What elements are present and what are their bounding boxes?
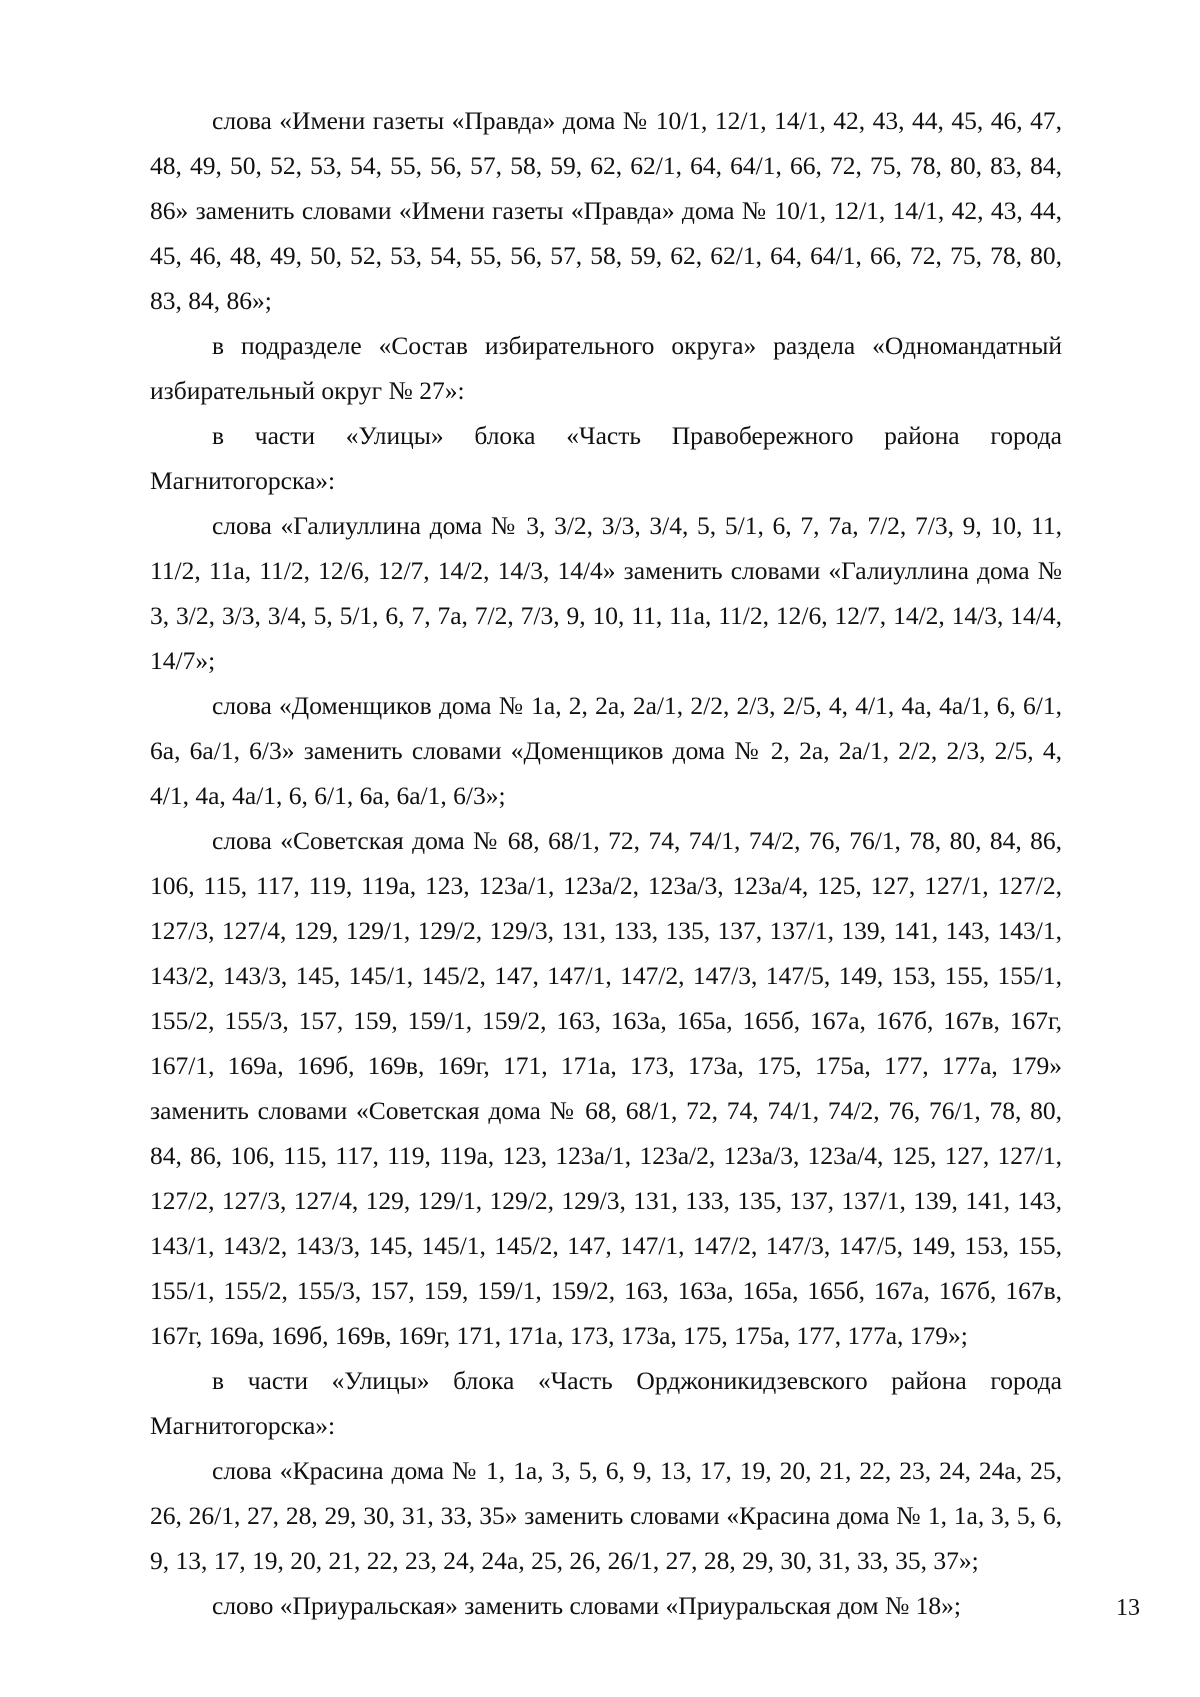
page-number: 13 (1116, 1595, 1140, 1621)
paragraph-galiullina-street: слова «Галиуллина дома № 3, 3/2, 3/3, 3/4, 5, 5/1, 6, 7, 7а, 7/2, 7/3, 9, 10, 11, 11/2, 11а, 11/2, 12/6, 12/7, 14/2, 14/3, 14/4» заменить словами «Галиуллина дома № 3, 3/2, 3/3, 3/4, 5, 5/1, 6, 7, 7а, 7/2, 7/3, 9, 10, 11, 11а, 11/2, 12/6, 12/7, 14/2, 14/3, 14/4, 14/7»; (150, 511, 1062, 675)
document-body (150, 98, 1062, 1628)
paragraph-ordzhonikidzevsky-streets-block: в части «Улицы» блока «Часть Орджоникидзевского района города Магнитогорска»: (150, 1366, 1062, 1440)
paragraph-domenshchikov-street: слова «Доменщиков дома № 1а, 2, 2а, 2а/1, 2/2, 2/3, 2/5, 4, 4/1, 4а, 4а/1, 6, 6/1, 6а, 6а/1, 6/3» заменить словами «Доменщиков дома № 2, 2а, 2а/1, 2/2, 2/3, 2/5, 4, 4/1, 4а, 4а/1, 6, 6/1, 6а, 6а/1, 6/3»; (150, 691, 1062, 810)
paragraph-pravoberezhny-streets-block: в части «Улицы» блока «Часть Правобережного района города Магнитогорска»: (150, 421, 1062, 495)
paragraph-district-27-subsection: в подразделе «Состав избирательного округа» раздела «Одномандатный избирательный округ № 27»: (150, 331, 1062, 405)
paragraph-pravda-street: слова «Имени газеты «Правда» дома № 10/1, 12/1, 14/1, 42, 43, 44, 45, 46, 47, 48, 49, 50, 52, 53, 54, 55, 56, 57, 58, 59, 62, 62/1, 64, 64/1, 66, 72, 75, 78, 80, 83, 84, 86» заменить словами «Имени газеты «Правда» дома № 10/1, 12/1, 14/1, 42, 43, 44, 45, 46, 48, 49, 50, 52, 53, 54, 55, 56, 57, 58, 59, 62, 62/1, 64, 64/1, 66, 72, 75, 78, 80, 83, 84, 86»; (150, 106, 1062, 315)
paragraph-sovetskaya-street: слова «Советская дома № 68, 68/1, 72, 74, 74/1, 74/2, 76, 76/1, 78, 80, 84, 86, 106, 115, 117, 119, 119а, 123, 123а/1, 123а/2, 123а/3, 123а/4, 125, 127, 127/1, 127/2, 127/3, 127/4, 129, 129/1, 129/2, 129/3, 131, 133, 135, 137, 137/1, 139, 141, 143, 143/1, 143/2, 143/3, 145, 145/1, 145/2, 147, 147/1, 147/2, 147/3, 147/5, 149, 153, 155, 155/1, 155/2, 155/3, 157, 159, 159/1, 159/2, 163, 163а, 165а, 165б, 167а, 167б, 167в, 167г, 167/1, 169а, 169б, 169в, 169г, 171, 171а, 173, 173а, 175, 175а, 177, 177а, 179» заменить словами «Советская дома № 68, 68/1, 72, 74, 74/1, 74/2, 76, 76/1, 78, 80, 84, 86, 106, 115, 117, 119, 119а, 123, 123а/1, 123а/2, 123а/3, 123а/4, 125, 127, 127/1, 127/2, 127/3, 127/4, 129, 129/1, 129/2, 129/3, 131, 133, 135, 137, 137/1, 139, 141, 143, 143/1, 143/2, 143/3, 145, 145/1, 145/2, 147, 147/1, 147/2, 147/3, 147/5, 149, 153, 155, 155/1, 155/2, 155/3, 157, 159, 159/1, 159/2, 163, 163а, 165а, 165б, 167а, 167б, 167в, 167г, 169а, 169б, 169в, 169г, 171, 171а, 173, 173а, 175, 175а, 177, 177а, 179»; (150, 826, 1062, 1350)
paragraph-priuralskaya-street: слово «Приуральская» заменить словами «Приуральская дом № 18»; (212, 1591, 961, 1620)
paragraph-krasina-street: слова «Красина дома № 1, 1а, 3, 5, 6, 9, 13, 17, 19, 20, 21, 22, 23, 24, 24а, 25, 26, 26/1, 27, 28, 29, 30, 31, 33, 35» заменить словами «Красина дома № 1, 1а, 3, 5, 6, 9, 13, 17, 19, 20, 21, 22, 23, 24, 24а, 25, 26, 26/1, 27, 28, 29, 30, 31, 33, 35, 37»; (150, 1456, 1062, 1575)
